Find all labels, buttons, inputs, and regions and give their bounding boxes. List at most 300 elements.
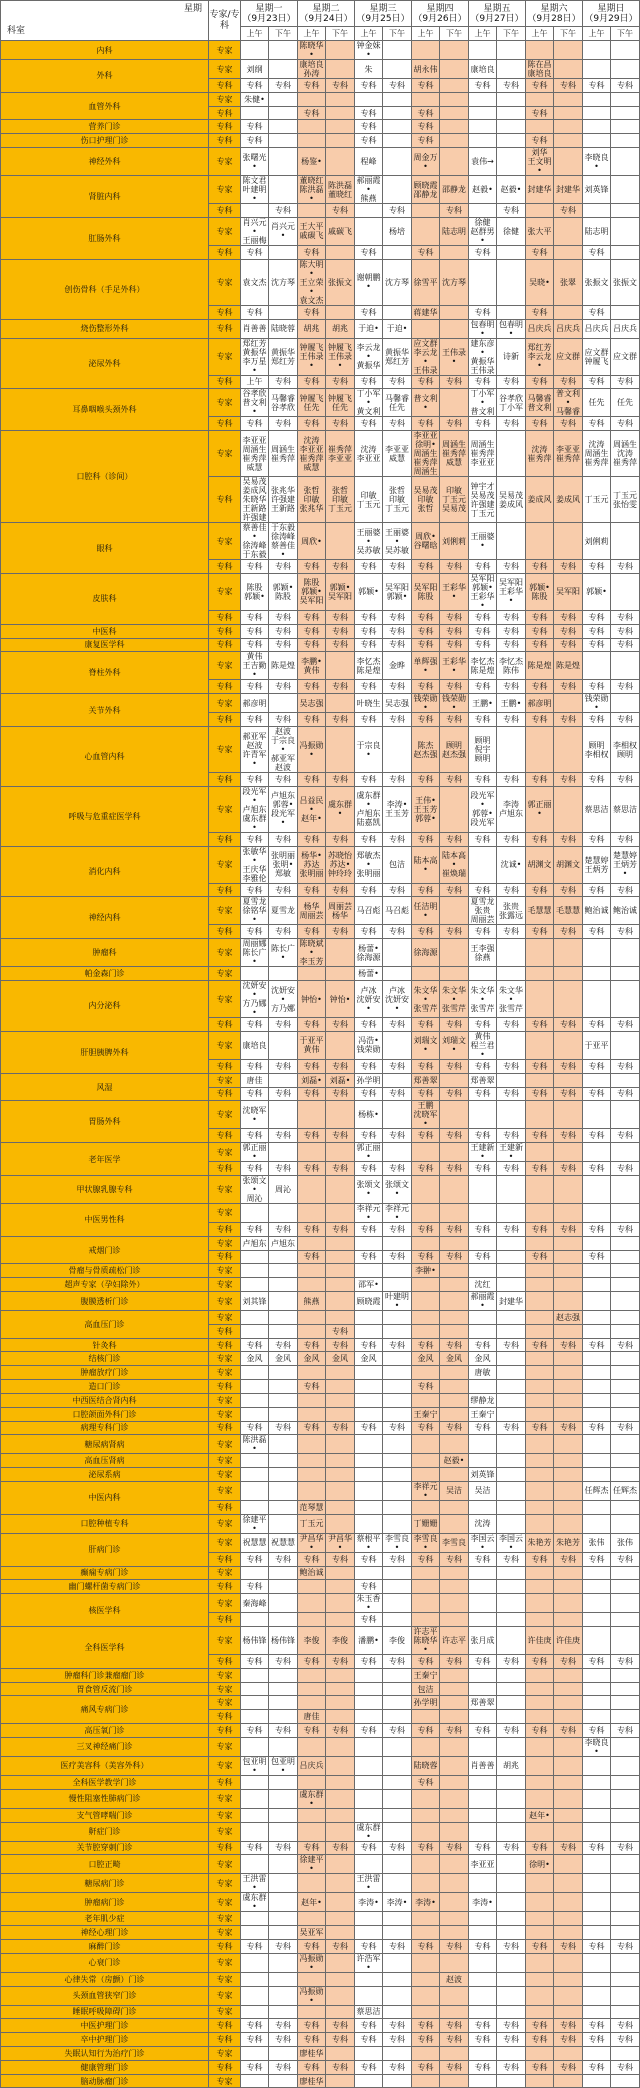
schedule-cell — [355, 1696, 383, 1710]
schedule-cell: 专科 — [497, 1129, 526, 1143]
clinic-type: 专家 — [209, 1514, 241, 1533]
schedule-cell: 专科 — [611, 638, 640, 652]
schedule-cell: 陆志明 — [583, 217, 611, 245]
schedule-cell — [469, 1808, 497, 1822]
schedule-cell — [526, 1468, 554, 1482]
clinic-type: 专家 — [209, 1352, 241, 1366]
department-name: 脑动脉瘤门诊 — [1, 2074, 209, 2088]
schedule-cell — [412, 1236, 440, 1250]
schedule-cell: 李亚亚 徐明• 周涵生 崔秀萍 周涵生 — [413, 431, 438, 477]
schedule-cell — [611, 1855, 640, 1874]
schedule-cell: 专科 — [440, 1552, 469, 1566]
schedule-cell: 刘华 王文明• — [527, 148, 552, 176]
schedule-cell: 专科 — [241, 1724, 269, 1738]
clinic-type: 专家 — [209, 41, 241, 60]
schedule-cell: 专科 — [326, 1324, 355, 1338]
schedule-cell: 专科 — [326, 680, 355, 694]
schedule-cell — [611, 573, 640, 610]
schedule-cell — [440, 1500, 469, 1514]
clinic-type: 专科 — [209, 1775, 241, 1789]
schedule-cell: 专科 — [497, 638, 526, 652]
schedule-cell — [469, 1668, 497, 1682]
schedule-cell — [497, 1912, 526, 1926]
schedule-cell: 专科 — [526, 925, 554, 939]
schedule-cell — [469, 106, 497, 120]
clinic-type: 专科 — [209, 1724, 241, 1738]
schedule-cell: 钟金妹• — [356, 41, 381, 59]
schedule-cell — [440, 1953, 469, 1972]
schedule-cell: 钟履飞 任先 — [326, 389, 355, 417]
schedule-row — [1, 1627, 640, 1655]
schedule-cell — [269, 1143, 298, 1162]
schedule-cell: 朱文华• 张雪芹 — [497, 981, 526, 1018]
schedule-cell: 专科 — [412, 1222, 440, 1236]
schedule-cell: 专科 — [355, 1841, 383, 1855]
schedule-cell — [383, 1278, 412, 1292]
schedule-cell — [269, 1972, 298, 1986]
department-name: 肿瘤科 — [1, 939, 209, 967]
schedule-cell — [526, 1352, 554, 1366]
schedule-cell: 专科 — [554, 204, 583, 218]
schedule-row — [1, 967, 640, 981]
schedule-cell — [611, 1926, 640, 1940]
schedule-cell — [583, 106, 611, 120]
schedule-cell: 钱荣勋• — [413, 694, 438, 713]
schedule-cell — [583, 1855, 611, 1874]
schedule-cell — [526, 1566, 554, 1580]
schedule-cell — [526, 1292, 554, 1311]
schedule-cell — [440, 1613, 469, 1627]
schedule-cell: 专科 — [412, 713, 440, 727]
schedule-cell: 郑敏杰• 张明丽 — [355, 846, 383, 883]
schedule-cell: 专科 — [554, 1655, 583, 1669]
schedule-cell: 专科 — [440, 1939, 469, 1953]
schedule-cell — [497, 1203, 526, 1222]
schedule-cell: 专科 — [241, 1162, 269, 1176]
schedule-row — [1, 897, 640, 925]
clinic-type: 专科 — [209, 1018, 241, 1032]
schedule-cell — [269, 1682, 298, 1696]
schedule-cell: 专科 — [554, 1059, 583, 1073]
schedule-cell — [383, 1324, 412, 1338]
schedule-cell — [355, 1481, 383, 1500]
schedule-cell — [554, 1454, 583, 1468]
schedule-cell: 专科 — [241, 1552, 269, 1566]
department-name: 心衰门诊 — [1, 1953, 209, 1972]
department-name: 泌尿系病 — [1, 1468, 209, 1482]
schedule-cell — [383, 1682, 412, 1696]
schedule-cell — [241, 1278, 269, 1292]
schedule-cell: 姜成风 — [526, 477, 554, 523]
schedule-cell — [526, 1393, 554, 1407]
schedule-cell: 专科 — [412, 1552, 440, 1566]
schedule-cell: 郭颖• — [355, 573, 383, 610]
schedule-cell — [497, 134, 526, 148]
schedule-cell: 张贵 张露远 — [497, 897, 526, 925]
schedule-cell — [241, 1855, 269, 1874]
schedule-row — [1, 2005, 640, 2019]
schedule-cell — [526, 1822, 554, 1841]
schedule-cell — [497, 1324, 526, 1338]
schedule-cell — [412, 1435, 440, 1454]
department-name: 肿瘤放疗门诊 — [1, 1366, 209, 1380]
clinic-type: 专家 — [209, 431, 241, 477]
schedule-cell: 专科 — [611, 773, 640, 787]
schedule-cell — [611, 1352, 640, 1366]
schedule-cell — [326, 1143, 355, 1162]
schedule-cell — [383, 1143, 412, 1162]
schedule-cell — [269, 1594, 298, 1613]
schedule-cell: 顾明 赵杰强 — [440, 727, 469, 773]
schedule-cell: 专科 — [526, 1655, 554, 1669]
schedule-cell — [526, 1514, 554, 1533]
schedule-cell — [497, 1822, 526, 1841]
day-name: 星期四 — [426, 3, 454, 14]
clinic-type: 专家 — [209, 1031, 241, 1059]
schedule-cell: 张颂文• 周沁 — [242, 1175, 267, 1203]
schedule-cell: 专科 — [497, 1841, 526, 1855]
schedule-cell — [355, 1775, 383, 1789]
schedule-cell: 祝慧慧 — [269, 1533, 298, 1552]
schedule-cell: 专科 — [298, 1552, 326, 1566]
schedule-cell — [269, 1613, 298, 1627]
schedule-cell: 陈大明• 王立荣• 袁文杰 — [299, 259, 324, 305]
schedule-cell — [526, 1236, 554, 1250]
day-header-thu — [412, 1, 469, 27]
schedule-cell — [440, 1893, 469, 1912]
schedule-cell — [298, 2005, 326, 2019]
schedule-cell: 专科 — [497, 1087, 526, 1101]
schedule-row — [1, 1682, 640, 1696]
schedule-cell: 专科 — [355, 883, 383, 897]
schedule-cell — [611, 1366, 640, 1380]
schedule-cell: 专科 — [269, 1724, 298, 1738]
schedule-cell — [383, 1822, 412, 1841]
schedule-cell: 丁姗姗 — [412, 1514, 440, 1533]
schedule-cell: 专科 — [412, 1655, 440, 1669]
schedule-cell — [526, 2047, 554, 2061]
schedule-cell: 专科 — [298, 1222, 326, 1236]
schedule-cell — [469, 1912, 497, 1926]
schedule-cell — [326, 1756, 355, 1775]
schedule-cell — [326, 1737, 355, 1756]
schedule-cell: 专科 — [355, 1655, 383, 1669]
schedule-cell: 沈涛 李亚亚 — [355, 431, 383, 477]
schedule-cell: 李祥元• — [413, 1481, 438, 1500]
schedule-cell — [269, 2047, 298, 2061]
schedule-cell — [469, 1101, 497, 1129]
schedule-cell — [440, 106, 469, 120]
schedule-cell: 专科 — [298, 245, 326, 259]
schedule-cell: 吕庆兵 — [298, 1756, 326, 1775]
header-corner — [1, 1, 209, 41]
schedule-cell: 黄伟 王吉勤• — [242, 652, 267, 680]
schedule-cell: 胡永伟 — [412, 60, 440, 79]
schedule-cell — [269, 1855, 298, 1874]
schedule-cell: 潘鹏• — [355, 1627, 383, 1655]
schedule-cell: 谢朝鹏• — [355, 259, 383, 305]
schedule-cell: 李涛• — [383, 1893, 412, 1912]
schedule-cell — [355, 2047, 383, 2061]
day-name: 星期六 — [540, 3, 568, 14]
schedule-cell: 沈方琴 — [269, 259, 298, 305]
schedule-cell — [469, 1500, 497, 1514]
schedule-cell: 专科 — [326, 2033, 355, 2047]
schedule-cell — [526, 92, 554, 106]
schedule-cell: 张振文 — [326, 259, 355, 305]
schedule-cell — [298, 1737, 326, 1756]
department-name: 老年肌少症 — [1, 1912, 209, 1926]
schedule-cell: 赵志强 — [554, 1311, 583, 1325]
schedule-cell: 专科 — [469, 1841, 497, 1855]
schedule-cell: 专科 — [269, 79, 298, 93]
clinic-type: 专家 — [209, 2074, 241, 2088]
schedule-cell — [611, 92, 640, 106]
schedule-cell — [497, 1380, 526, 1394]
schedule-row — [1, 1366, 640, 1380]
schedule-cell: 专科 — [440, 375, 469, 389]
clinic-type: 专科 — [209, 883, 241, 897]
schedule-cell — [355, 1380, 383, 1394]
schedule-row — [1, 638, 640, 652]
schedule-cell: 周涵生 崔秀萍 — [269, 431, 298, 477]
schedule-cell: 马馨睿 谷孝欣 — [269, 389, 298, 417]
schedule-row — [1, 60, 640, 79]
schedule-cell — [526, 1264, 554, 1278]
schedule-cell — [469, 1613, 497, 1627]
schedule-cell: 专科 — [526, 1059, 554, 1073]
schedule-cell: 专科 — [554, 1222, 583, 1236]
schedule-row — [1, 1855, 640, 1874]
schedule-cell — [611, 1874, 640, 1893]
schedule-cell — [355, 2074, 383, 2088]
schedule-cell: 专科 — [412, 624, 440, 638]
schedule-cell — [326, 1613, 355, 1627]
schedule-cell — [355, 1668, 383, 1682]
schedule-cell: 包春明• — [497, 319, 526, 338]
schedule-cell: 专科 — [326, 773, 355, 787]
department-name: 眼科 — [1, 523, 209, 574]
schedule-cell: 专科 — [497, 1018, 526, 1032]
schedule-cell — [355, 1756, 383, 1775]
schedule-cell — [412, 1953, 440, 1972]
schedule-cell: 沈方琴 — [383, 259, 412, 305]
schedule-row — [1, 1756, 640, 1775]
schedule-cell: 专科 — [526, 560, 554, 574]
schedule-cell — [298, 1407, 326, 1421]
schedule-row — [1, 1380, 640, 1394]
schedule-cell — [269, 1278, 298, 1292]
schedule-cell: 专科 — [241, 1580, 269, 1594]
schedule-cell: 鲍治诚 — [583, 897, 611, 925]
schedule-cell — [583, 1175, 611, 1203]
schedule-cell: 专科 — [355, 2060, 383, 2074]
schedule-cell — [355, 217, 383, 245]
schedule-cell — [497, 1236, 526, 1250]
schedule-cell: 专科 — [469, 1087, 497, 1101]
schedule-cell — [269, 967, 298, 981]
schedule-cell: 段光军• 郭蓉• 段光军 — [469, 786, 497, 832]
schedule-cell — [269, 134, 298, 148]
schedule-cell — [583, 1352, 611, 1366]
schedule-cell: 专科 — [298, 1724, 326, 1738]
schedule-cell: 专科 — [440, 1655, 469, 1669]
schedule-cell: 沈方琴 — [440, 259, 469, 305]
schedule-cell: 钟怡• — [298, 981, 326, 1018]
schedule-cell: 专科 — [583, 245, 611, 259]
department-name: 泌尿外科 — [1, 338, 209, 389]
schedule-cell — [440, 786, 469, 832]
schedule-cell: 专科 — [611, 2033, 640, 2047]
schedule-cell — [440, 1682, 469, 1696]
schedule-cell: 专科 — [554, 1338, 583, 1352]
schedule-cell — [583, 1756, 611, 1775]
schedule-cell — [611, 305, 640, 319]
schedule-cell — [269, 1986, 298, 2005]
schedule-row — [1, 786, 640, 832]
schedule-cell — [497, 1352, 526, 1366]
clinic-type: 专科 — [209, 319, 241, 338]
schedule-cell: 专科 — [469, 680, 497, 694]
schedule-row — [1, 1822, 640, 1841]
schedule-cell — [554, 2047, 583, 2061]
schedule-cell: 专科 — [497, 1162, 526, 1176]
schedule-cell: 赵毅• — [440, 1454, 469, 1468]
schedule-cell — [497, 431, 526, 477]
schedule-cell: 刘瑞文• — [440, 1031, 469, 1059]
schedule-cell — [469, 1682, 497, 1696]
schedule-cell — [326, 120, 355, 134]
schedule-cell — [497, 1789, 526, 1808]
schedule-cell: 专科 — [412, 832, 440, 846]
schedule-cell — [298, 120, 326, 134]
schedule-cell: 专科 — [497, 925, 526, 939]
schedule-row — [1, 1468, 640, 1482]
schedule-cell: 徐明• — [526, 1855, 554, 1874]
schedule-cell: 专科 — [440, 1162, 469, 1176]
schedule-cell: 李雪良 — [440, 1533, 469, 1552]
schedule-cell: 专科 — [440, 1338, 469, 1352]
schedule-cell — [412, 1292, 440, 1311]
schedule-cell — [355, 1514, 383, 1533]
schedule-row — [1, 319, 640, 338]
schedule-cell: 专科 — [469, 1552, 497, 1566]
clinic-type: 专家 — [209, 1893, 241, 1912]
department-name: 核医学科 — [1, 1594, 209, 1627]
schedule-cell: 吴军阳 陈股 — [412, 573, 440, 610]
schedule-cell: 专科 — [469, 375, 497, 389]
schedule-cell — [497, 1594, 526, 1613]
schedule-cell: 于亚平 黄伟 — [298, 1031, 326, 1059]
department-name: 高血压肾病 — [1, 1454, 209, 1468]
schedule-cell: 卢冰 沈妍安• — [355, 981, 383, 1018]
schedule-cell — [298, 1236, 326, 1250]
schedule-cell: 周沁 — [269, 1175, 298, 1203]
schedule-cell: 王李强 徐燕 — [469, 939, 497, 967]
schedule-cell: 专科 — [526, 245, 554, 259]
schedule-cell — [611, 1435, 640, 1454]
schedule-cell — [611, 217, 640, 245]
schedule-cell — [298, 1143, 326, 1162]
schedule-cell: 专科 — [554, 832, 583, 846]
schedule-cell — [469, 92, 497, 106]
schedule-cell: 专科 — [554, 925, 583, 939]
schedule-cell: 专科 — [298, 1129, 326, 1143]
schedule-cell: 任先 — [611, 389, 640, 417]
schedule-cell — [469, 1737, 497, 1756]
schedule-cell — [269, 1737, 298, 1756]
schedule-cell: 专科 — [355, 773, 383, 787]
schedule-cell: 专科 — [355, 245, 383, 259]
clinic-type: 专科 — [209, 417, 241, 431]
schedule-cell: 沈涛 李亚亚 崔秀萍 威慧 — [298, 431, 326, 477]
schedule-cell: 专科 — [326, 1222, 355, 1236]
clinic-type: 专科 — [209, 120, 241, 134]
schedule-cell: 肖兴元• — [269, 217, 298, 245]
schedule-cell — [412, 92, 440, 106]
schedule-cell — [611, 2074, 640, 2088]
schedule-cell — [554, 1468, 583, 1482]
clinic-type: 专科 — [209, 1580, 241, 1594]
schedule-cell: 专科 — [554, 1939, 583, 1953]
schedule-cell: 王建新• — [497, 1143, 526, 1162]
schedule-cell — [497, 1986, 526, 2005]
schedule-cell: 专科 — [469, 245, 497, 259]
schedule-cell: 专科 — [583, 1059, 611, 1073]
schedule-cell: 专科 — [412, 375, 440, 389]
schedule-cell — [611, 1393, 640, 1407]
schedule-cell — [583, 1926, 611, 1940]
schedule-cell: 专科 — [269, 375, 298, 389]
schedule-cell — [497, 1073, 526, 1087]
schedule-cell — [383, 120, 412, 134]
schedule-cell: 专科 — [269, 624, 298, 638]
schedule-cell: 专科 — [526, 624, 554, 638]
clinic-type: 专科 — [209, 680, 241, 694]
schedule-cell — [241, 1972, 269, 1986]
schedule-cell: 陈长广• — [269, 939, 298, 967]
schedule-cell — [326, 652, 355, 680]
schedule-cell — [241, 967, 269, 981]
department-name: 幽门螺杆菌专病门诊 — [1, 1580, 209, 1594]
schedule-cell — [611, 1278, 640, 1292]
schedule-cell: 郝亚军 赵波 许青军• — [241, 727, 269, 773]
schedule-cell: 专科 — [611, 1841, 640, 1855]
schedule-cell: 张曙光• — [241, 148, 269, 176]
schedule-cell — [383, 1236, 412, 1250]
schedule-cell — [440, 134, 469, 148]
schedule-cell: 专科 — [583, 773, 611, 787]
schedule-cell: 专科 — [355, 120, 383, 134]
schedule-cell: 张振文 — [583, 259, 611, 305]
schedule-cell — [583, 2005, 611, 2019]
schedule-cell — [269, 1893, 298, 1912]
schedule-cell — [526, 1500, 554, 1514]
schedule-cell — [298, 1481, 326, 1500]
schedule-cell — [554, 1808, 583, 1822]
schedule-cell — [497, 1874, 526, 1893]
schedule-cell — [497, 1514, 526, 1533]
schedule-cell — [440, 967, 469, 981]
schedule-cell: 专科 — [583, 1552, 611, 1566]
schedule-cell: 专科 — [298, 925, 326, 939]
schedule-cell — [440, 41, 469, 60]
schedule-cell — [497, 1613, 526, 1627]
schedule-cell — [611, 1613, 640, 1627]
schedule-cell — [440, 1264, 469, 1278]
schedule-cell: 专科 — [611, 417, 640, 431]
schedule-cell: 王鹏• — [469, 694, 497, 713]
